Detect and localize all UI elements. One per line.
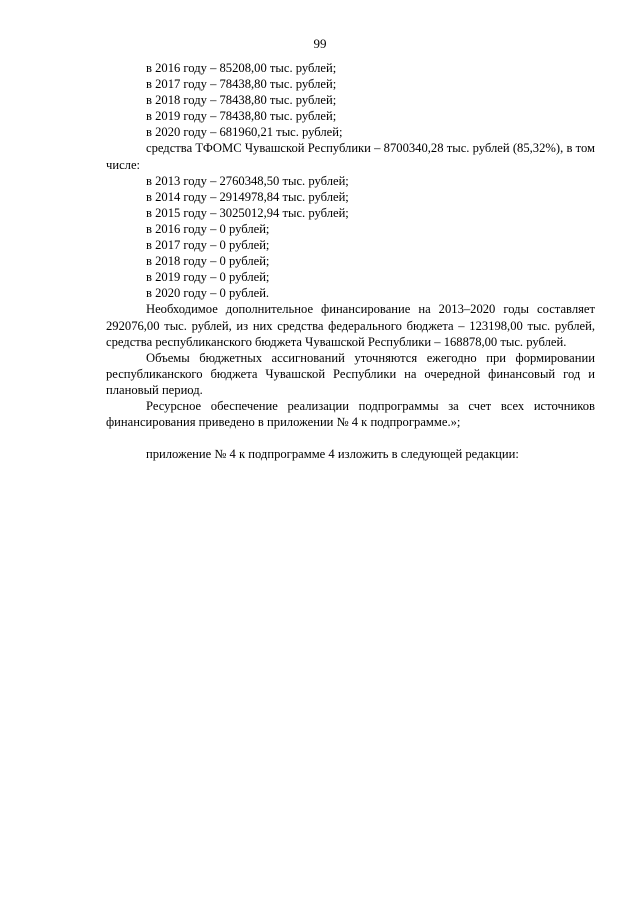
federal-year-2020: в 2020 году – 681960,21 тыс. рублей; (146, 125, 343, 140)
tfoms-years (106, 173, 595, 302)
tfoms-year-2017: в 2017 году – 0 рублей; (146, 238, 270, 253)
tfoms-year-2018: в 2018 году – 0 рублей; (146, 254, 270, 269)
additional-financing-paragraph: Необходимое дополнительное финансирование на 2013–2020 годы составляет 292076,00 тыс. рублей, из них средства федерального бюджета – 123198,00 тыс. рублей, средства республиканского бюджета Чувашской Республики – 168878,00 тыс. рублей. (106, 302, 595, 349)
budget-volumes-paragraph: Объемы бюджетных ассигнований уточняются ежегодно при формировании республиканского бюджета Чувашской Республики на очередной финансовый год и плановый период. (106, 350, 595, 397)
federal-year-2019: в 2019 году – 78438,80 тыс. рублей; (146, 109, 337, 124)
tfoms-intro-paragraph: средства ТФОМС Чувашской Республики – 8700340,28 тыс. рублей (85,32%), в том числе: (106, 141, 595, 172)
tfoms-year-2013: в 2013 году – 2760348,50 тыс. рублей; (146, 173, 349, 188)
appendix-instruction-paragraph: приложение № 4 к подпрограмме 4 изложить в следующей редакции: (146, 447, 519, 462)
resource-support-paragraph: Ресурсное обеспечение реализации подпрограммы за счет всех источников финансирования приведено в приложении № 4 к подпрограмме.»; (106, 398, 595, 430)
tfoms-year-2015: в 2015 году – 3025012,94 тыс. рублей; (146, 205, 349, 220)
paragraph-spacer (106, 430, 595, 446)
federal-year-2016: в 2016 году – 85208,00 тыс. рублей; (146, 61, 337, 75)
tfoms-year-2016: в 2016 году – 0 рублей; (146, 221, 270, 236)
tfoms-year-2019: в 2019 году – 0 рублей; (146, 270, 270, 285)
tfoms-year-2014: в 2014 году – 2914978,84 тыс. рублей; (146, 189, 349, 204)
federal-year-2018: в 2018 году – 78438,80 тыс. рублей; (146, 93, 337, 108)
document-body (106, 60, 595, 462)
tfoms-year-2020: в 2020 году – 0 рублей. (146, 286, 270, 301)
federal-budget-years (106, 60, 595, 140)
federal-year-2017: в 2017 году – 78438,80 тыс. рублей; (146, 77, 337, 92)
page-number: 99 (313, 36, 327, 51)
